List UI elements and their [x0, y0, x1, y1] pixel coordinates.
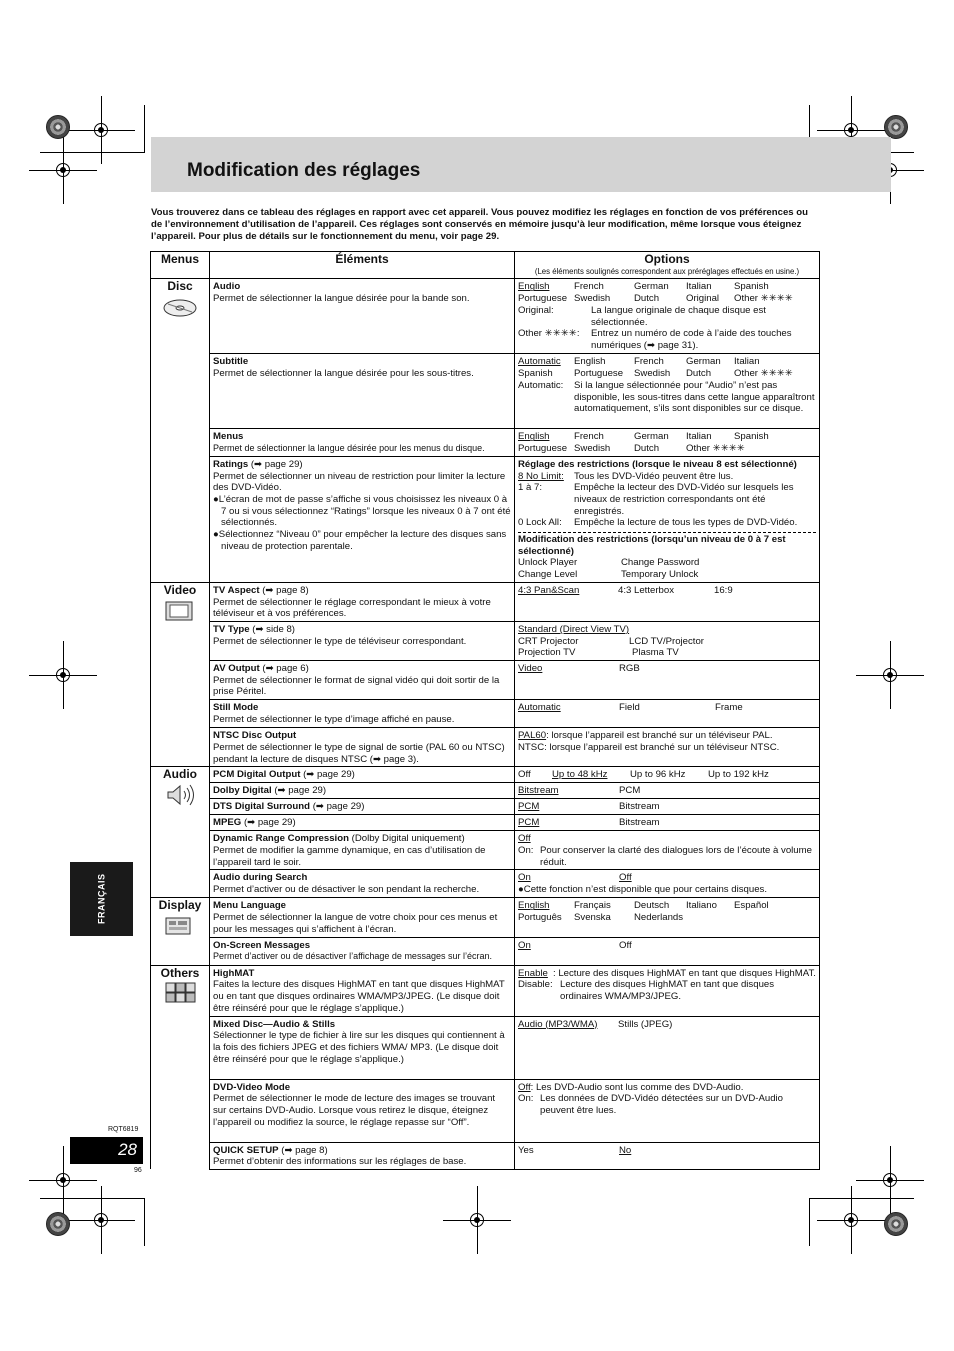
element-desc: Permet de sélectionner le format de signal vidéo qui doit sortir de la prise Péritel.: [213, 674, 500, 698]
table-row: [151, 799, 820, 815]
table-header-row: [151, 252, 820, 279]
options-others-dvd-video-mode: [515, 1079, 820, 1142]
option-note: [518, 979, 816, 1002]
element-video-still-mode: [210, 700, 515, 728]
option[interactable]: 4:3 Pan&Scan: [518, 584, 580, 596]
crop-line: [809, 1198, 914, 1199]
menu-label-display: Display: [158, 898, 202, 913]
table-row: [151, 898, 820, 937]
note-text: Si la langue sélectionnée pour “Audio” n’est pas disponible, les sous-titres dans cette langue apparaîtront automatiquement, s’ils sont disponibles sur ce disque.: [574, 379, 815, 415]
option[interactable]: French: [574, 281, 604, 293]
option[interactable]: Svenska: [574, 912, 611, 924]
element-disc-ratings: [210, 456, 515, 582]
option[interactable]: Off: [518, 833, 531, 845]
option[interactable]: Portuguese: [574, 368, 624, 380]
option-note: [518, 328, 816, 351]
element-title-line: [213, 1145, 511, 1157]
table-row: [151, 354, 820, 429]
options-audio-search: [515, 870, 820, 898]
element-desc: Permet de sélectionner la langue désirée pour les sous-titres.: [213, 368, 474, 380]
element-audio-search: [210, 870, 515, 898]
table-row: [151, 661, 820, 700]
options-audio-drc: [515, 831, 820, 870]
option[interactable]: RGB: [619, 663, 640, 675]
option[interactable]: English: [518, 900, 550, 912]
element-title-line: [213, 459, 511, 471]
element-name: TV Type: [213, 623, 250, 635]
element-desc: Permet de sélectionner le type de téléviseur correspondant.: [213, 635, 467, 647]
options-disc-ratings: [515, 456, 820, 582]
element-disc-subtitle: [210, 354, 515, 429]
option[interactable]: Bitstream: [518, 785, 559, 797]
print-disc-mark: [46, 1212, 70, 1236]
menu-cell-audio: [151, 767, 210, 898]
option-row: [518, 801, 816, 813]
option-row: [518, 636, 816, 648]
element-desc: Permet de modifier la gamme dynamique, en cas d’utilisation de l’appareil tard le soir.: [213, 844, 486, 868]
element-title-line: [213, 585, 511, 597]
note-key[interactable]: [518, 968, 553, 980]
note-key[interactable]: 8 No Limit:: [518, 470, 564, 482]
note-text: La langue originale de chaque disque est sélectionnée.: [591, 304, 766, 328]
table-row: [151, 767, 820, 783]
option-note: [518, 380, 816, 415]
option[interactable]: Français: [574, 900, 611, 912]
options-video-ntsc: [515, 728, 820, 767]
element-desc: Permet de sélectionner la langue de votre choix pour ces menus et pour les messages qui s’affichent à l’écran.: [213, 912, 498, 935]
element-desc: Permet de sélectionner le type de signal de sortie (PAL 60 ou NTSC) pendant la lecture de disques NTSC (➡ page 3).: [213, 741, 505, 765]
option-line: [518, 1082, 816, 1094]
crop-line: [40, 152, 145, 153]
option[interactable]: Other ✳✳✳✳: [734, 368, 793, 380]
table-row: [151, 1142, 820, 1169]
note-text: Empêche la lecture de tous les types de DVD-Vidéo.: [574, 517, 798, 529]
header-elements: Éléments: [210, 252, 515, 279]
crop-line: [40, 1198, 145, 1199]
options-others-mixed: [515, 1016, 820, 1079]
language-tab-label: FRANÇAIS: [96, 873, 107, 925]
page-ref: (➡ page 6): [262, 663, 309, 675]
option[interactable]: English: [518, 431, 550, 443]
element-others-highmat: [210, 965, 515, 1016]
print-disc-mark: [884, 1212, 908, 1236]
table-row: [151, 1016, 820, 1079]
option[interactable]: Up to 48 kHz: [552, 769, 608, 781]
note-key[interactable]: Disable:: [518, 979, 553, 991]
option[interactable]: Automatic: [518, 356, 561, 368]
header-menus: Menus: [151, 252, 210, 279]
option-row: [518, 900, 816, 912]
element-bullet: ●Sélectionnez “Niveau 0” pour empêcher la lecture des disques sans niveau de protection parentale.: [213, 529, 507, 552]
page-title: Modification des réglages: [187, 160, 421, 181]
note-key[interactable]: On:: [518, 1093, 534, 1105]
option[interactable]: Projection TV: [518, 647, 576, 659]
option-row: [518, 368, 816, 380]
note-text: : lorsque l’appareil est branché sur un téléviseur PAL.: [546, 730, 773, 742]
display-icon: [162, 914, 198, 938]
options-video-av-output: [515, 661, 820, 700]
page-ref: (➡ page 8): [262, 584, 309, 596]
option-row: [518, 647, 816, 659]
option[interactable]: Audio (MP3/WMA): [518, 1018, 598, 1030]
table-row: [151, 621, 820, 660]
element-desc: Permet d’activer ou de désactiver l’affichage de messages sur l’écran.: [213, 951, 492, 962]
document-id: RQT6819: [108, 1126, 139, 1133]
element-desc: Permet de sélectionner le type d’image affiché en pause.: [213, 713, 455, 725]
option[interactable]: No: [619, 1144, 632, 1156]
note-text: : Lecture des disques HighMAT en tant que disques HighMAT.: [553, 967, 816, 979]
note-key[interactable]: 1 à 7:: [518, 482, 543, 494]
option[interactable]: Spanish: [518, 368, 553, 380]
element-others-mixed: [210, 1016, 515, 1079]
option[interactable]: Off: [619, 939, 632, 951]
menu-label-video: Video: [163, 582, 197, 597]
option[interactable]: Yes: [518, 1144, 534, 1156]
option[interactable]: Plasma TV: [632, 647, 679, 659]
disc-icon: [162, 295, 198, 319]
element-name: Audio: [213, 281, 241, 293]
option-note: [518, 1093, 816, 1116]
option[interactable]: Dutch: [634, 443, 660, 455]
speaker-icon: [162, 783, 198, 807]
note-text: Empêche la lecteur des DVD-Vidéo sur lesquels les niveaux de restriction correspondants ont été enregistrés.: [574, 482, 794, 517]
options-others-quick-setup: [515, 1142, 820, 1169]
option[interactable]: Up to 96 kHz: [630, 769, 686, 781]
option[interactable]: Stills (JPEG): [618, 1018, 673, 1030]
option[interactable]: On: [518, 939, 531, 951]
element-video-ntsc: [210, 728, 515, 767]
option[interactable]: Up to 192 kHz: [708, 769, 769, 781]
header-options-note: (Les éléments soulignés correspondent aux préréglages effectués en usine.): [534, 266, 800, 276]
element-name: DVD-Video Mode: [213, 1081, 291, 1093]
element-others-dvd-video-mode: [210, 1079, 515, 1142]
element-name: Subtitle: [213, 356, 249, 368]
page-ref: (➡ page 29): [274, 785, 327, 797]
header-options-label: Options: [644, 252, 690, 266]
note-text: Entrez un numéro de code à l’aide des touches numériques (➡ page 31).: [591, 328, 792, 351]
option[interactable]: French: [634, 356, 664, 368]
options-display-menu-language: [515, 898, 820, 937]
option[interactable]: Portuguese: [518, 443, 568, 455]
option-line: [518, 730, 816, 742]
option-row: [518, 1145, 816, 1157]
option-row: [518, 557, 816, 569]
table-row: [151, 965, 820, 1016]
option-row: [518, 356, 816, 368]
option[interactable]: Field: [619, 702, 640, 714]
option-row: [518, 431, 816, 443]
option[interactable]: Change Password: [621, 557, 700, 569]
settings-table: [150, 251, 820, 1170]
option[interactable]: NTSC:: [518, 741, 547, 753]
option[interactable]: Portuguese: [518, 293, 568, 305]
option[interactable]: Italiano: [686, 900, 717, 912]
element-name: QUICK SETUP: [213, 1144, 279, 1156]
option-row: [518, 585, 816, 597]
options-audio-mpeg: [515, 815, 820, 831]
element-name: HighMAT: [213, 967, 255, 979]
table-row: [151, 870, 820, 898]
option-note: [518, 305, 816, 328]
option[interactable]: CRT Projector: [518, 635, 579, 647]
element-name: On-Screen Messages: [213, 939, 311, 951]
options-heading: Réglage des restrictions (lorsque le niveau 8 est sélectionné): [518, 458, 797, 470]
option-row: [518, 817, 816, 829]
option-note: ●Cette fonction n’est disponible que pour certains disques.: [518, 884, 767, 896]
option[interactable]: Swedish: [574, 443, 611, 455]
option-row: [518, 1019, 816, 1031]
option[interactable]: Off: [518, 769, 531, 781]
element-name: MPEG: [213, 817, 242, 829]
option-note: [518, 845, 816, 868]
option[interactable]: Frame: [715, 702, 743, 714]
element-note: (Dolby Digital uniquement): [351, 833, 465, 845]
crop-line: [144, 1198, 145, 1246]
option[interactable]: PCM: [518, 801, 540, 813]
option[interactable]: Change Level: [518, 569, 578, 581]
option-row: [518, 769, 816, 781]
others-icon: [162, 981, 198, 1005]
note-text: Les données de DVD-Vidéo détectées sur un DVD-Audio peuvent être lues.: [540, 1093, 784, 1116]
page-ref: (➡ page 29): [243, 817, 296, 829]
option[interactable]: English: [518, 281, 550, 293]
options-display-osm: [515, 937, 820, 965]
note-key: Original:: [518, 304, 554, 316]
table-row: [151, 831, 820, 870]
table-row: [151, 937, 820, 965]
element-desc: Permet d’activer ou de désactiver le son pendant la recherche.: [213, 884, 480, 896]
menu-cell-video: [151, 582, 210, 766]
crop-line: [144, 105, 145, 153]
option[interactable]: On: [518, 872, 531, 884]
option[interactable]: Standard (Direct View TV): [518, 623, 630, 635]
element-name: AV Output: [213, 663, 260, 675]
options-disc-audio: [515, 279, 820, 354]
menu-label-audio: Audio: [163, 767, 197, 782]
options-audio-pcm: [515, 767, 820, 783]
element-audio-drc: [210, 831, 515, 870]
page-number: 28: [118, 1140, 137, 1159]
menu-cell-disc: [151, 279, 210, 582]
option[interactable]: Other ✳✳✳✳: [734, 293, 793, 305]
options-video-tv-type: [515, 621, 820, 660]
print-disc-mark: [46, 115, 70, 139]
table-row: [151, 700, 820, 728]
option-note: [518, 471, 816, 483]
option[interactable]: Temporary Unlock: [621, 569, 699, 581]
element-name: PCM Digital Output: [213, 769, 301, 781]
option[interactable]: 4:3 Letterbox: [618, 584, 675, 596]
option-row: [518, 281, 816, 293]
option[interactable]: Português: [518, 912, 562, 924]
note-text: Pour conserver la clarté des dialogues lors de l’écoute à volume réduit.: [540, 844, 812, 868]
option[interactable]: Other ✳✳✳✳: [686, 443, 745, 455]
options-disc-subtitle: [515, 354, 820, 429]
options-video-still-mode: [515, 700, 820, 728]
element-disc-audio: [210, 279, 515, 354]
option[interactable]: Bitstream: [619, 801, 660, 813]
table-row: [151, 1079, 820, 1142]
intro-paragraph: Vous trouverez dans ce tableau des réglages en rapport avec cet appareil. Vous pouvez modifiez les réglages en fonction de vos préférences ou de l’environnement d’utilisation de l’appareil. Ces réglages sont conservés en mémoire jusqu’à leur modification, même lorsque vous éteignez l’appareil. Pour plus de détails sur le fonctionnement du menu, voir page 29.: [151, 207, 809, 242]
element-name: Dolby Digital: [213, 785, 272, 797]
option-row: [518, 912, 816, 924]
options-audio-dolby: [515, 783, 820, 799]
table-row: [151, 582, 820, 621]
option-row: [518, 443, 816, 455]
option[interactable]: PAL60: [518, 730, 547, 742]
element-name: Audio during Search: [213, 872, 308, 884]
option[interactable]: Off: [518, 1081, 531, 1093]
element-title-line: [213, 833, 511, 845]
option-row: [518, 293, 816, 305]
menu-cell-display: [151, 898, 210, 965]
element-display-menu-language: [210, 898, 515, 937]
element-others-quick-setup: [210, 1142, 515, 1169]
option[interactable]: Swedish: [634, 368, 671, 380]
table-row: [151, 728, 820, 767]
options-others-highmat: [515, 965, 820, 1016]
option[interactable]: Automatic: [518, 702, 561, 714]
page-ref: (➡ page 29): [250, 458, 303, 470]
option[interactable]: Nederlands: [634, 912, 684, 924]
page-ref: (➡ page 8): [281, 1144, 328, 1156]
option[interactable]: Dutch: [634, 293, 660, 305]
note-text: : Les DVD-Audio sont lus comme des DVD-Audio.: [530, 1081, 744, 1093]
element-audio-mpeg: [210, 815, 515, 831]
element-name: Still Mode: [213, 702, 259, 714]
element-name: Dynamic Range Compression: [213, 833, 349, 845]
option[interactable]: PCM: [518, 817, 540, 829]
option[interactable]: English: [574, 356, 606, 368]
option[interactable]: Bitstream: [619, 817, 660, 829]
option[interactable]: Swedish: [574, 293, 611, 305]
option[interactable]: Original: [686, 293, 720, 305]
header-options: [515, 252, 820, 279]
page-ref: (➡ page 29): [312, 801, 365, 813]
element-desc: Permet de sélectionner le réglage correspondant le mieux à votre téléviseur et à vos préférences.: [213, 596, 491, 620]
option-line: [518, 742, 816, 754]
page-ref: (➡ page 29): [303, 769, 355, 781]
option[interactable]: Spanish: [734, 281, 769, 293]
element-audio-pcm: [210, 767, 515, 783]
element-desc: Faites la lecture des disques HighMAT en tant que disques HighMAT ou en tant que disques ordinaires WMA/MP3/JPEG. (Le disque doit être réinséré pour que le réglage s’applique.): [213, 979, 505, 1014]
option[interactable]: Dutch: [686, 368, 712, 380]
page-ref: (➡ side 8): [252, 623, 295, 635]
table-row: [151, 429, 820, 456]
option[interactable]: Italian: [734, 356, 760, 368]
element-video-av-output: [210, 661, 515, 700]
table-row: [151, 279, 820, 354]
element-title-line: [213, 624, 511, 636]
element-desc: Permet de sélectionner la langue désirée pour la bande son.: [213, 293, 470, 305]
options-disc-menus: [515, 429, 820, 456]
option[interactable]: French: [574, 431, 604, 443]
element-desc: Sélectionner le type de fichier à lire sur les disques qui contiennent à la fois des fichiers JPEG et des fichiers WMA/ MP3. (Le disque doit être réinséré pour que le réglage s’applique.): [213, 1030, 505, 1065]
element-desc: Permet de sélectionner un niveau de restriction pour limiter la lecture des DVD-Vidéo.: [213, 470, 506, 494]
note-text: Lecture des disques HighMAT en tant que disques ordinaires WMA/MP3/JPEG.: [560, 979, 775, 1002]
element-desc: Permet d’obtenir des informations sur les réglages de base.: [213, 1156, 467, 1168]
note-text: Tous les DVD-Vidéo peuvent être lus.: [574, 470, 734, 482]
element-name: Menu Language: [213, 900, 287, 912]
element-video-tv-aspect: [210, 582, 515, 621]
video-icon: [162, 599, 198, 623]
dashed-divider: [518, 532, 816, 533]
option[interactable]: Enable: [518, 967, 548, 979]
option[interactable]: Italian: [686, 281, 712, 293]
menu-label-others: Others: [160, 965, 200, 980]
element-name: Ratings: [213, 458, 249, 470]
option[interactable]: German: [686, 356, 721, 368]
element-audio-dolby: [210, 783, 515, 799]
element-disc-menus: [210, 429, 515, 456]
option-row: [518, 785, 816, 797]
option[interactable]: 16:9: [714, 584, 733, 596]
option[interactable]: Deutsch: [634, 900, 670, 912]
options-video-tv-aspect: [515, 582, 820, 621]
option-row: [518, 663, 816, 675]
option[interactable]: Español: [734, 900, 769, 912]
option[interactable]: German: [634, 431, 669, 443]
note-text: lorsque l’appareil est branché sur un téléviseur NTSC.: [549, 741, 780, 753]
options-audio-dts: [515, 799, 820, 815]
table-row: [151, 815, 820, 831]
element-video-tv-type: [210, 621, 515, 660]
element-desc: Permet de sélectionner la langue désirée pour les menus du disque.: [213, 443, 485, 454]
option[interactable]: Italian: [686, 431, 712, 443]
option[interactable]: PCM: [619, 785, 641, 797]
sub-page-number: 96: [134, 1167, 142, 1174]
element-bullet: ●L’écran de mot de passe s’affiche si vous choisissez les niveaux 0 à 7 ou si vous sélectionnez “Ratings” lorsque les niveaux 0 à 7 ont été sélectionnés.: [213, 493, 511, 529]
option-row: [518, 872, 816, 884]
option-row: [518, 569, 816, 581]
option[interactable]: German: [634, 281, 669, 293]
option[interactable]: Off: [619, 872, 632, 884]
note-key: Automatic:: [518, 379, 564, 391]
options-heading: Modification des restrictions (lorsqu’un niveau de 0 à 7 est sélectionné): [518, 534, 786, 557]
element-name: TV Aspect: [213, 584, 260, 596]
menu-label-disc: Disc: [167, 279, 193, 294]
table-row: [151, 456, 820, 582]
element-desc: Permet de sélectionner le mode de lecture des images se trouvant sur certains DVD-Audio. Lorsque vous retirez le disque, éteignez l’appareil ou modifiez la source, le réglage repasse sur “Off”.: [213, 1093, 496, 1128]
note-key[interactable]: 0 Lock All:: [518, 517, 562, 529]
element-name: NTSC Disc Output: [213, 730, 297, 742]
crop-line: [809, 1198, 810, 1246]
option[interactable]: Spanish: [734, 431, 769, 443]
print-disc-mark: [884, 115, 908, 139]
option-row: [518, 702, 816, 714]
option-note: [518, 482, 816, 517]
option-note: [518, 517, 816, 529]
element-display-osm: [210, 937, 515, 965]
element-name: Menus: [213, 431, 244, 443]
element-name: Mixed Disc—Audio & Stills: [213, 1018, 336, 1030]
option[interactable]: Video: [518, 663, 543, 675]
option-row: [518, 940, 816, 952]
note-key: Other ✳✳✳✳:: [518, 328, 580, 340]
option[interactable]: Unlock Player: [518, 557, 578, 569]
option[interactable]: LCD TV/Projector: [629, 635, 704, 647]
note-key[interactable]: On:: [518, 844, 534, 856]
element-name: DTS Digital Surround: [213, 801, 311, 813]
table-row: [151, 783, 820, 799]
option-note: [518, 968, 816, 980]
menu-cell-others: [151, 965, 210, 1169]
element-audio-dts: [210, 799, 515, 815]
element-title-line: [213, 663, 511, 675]
